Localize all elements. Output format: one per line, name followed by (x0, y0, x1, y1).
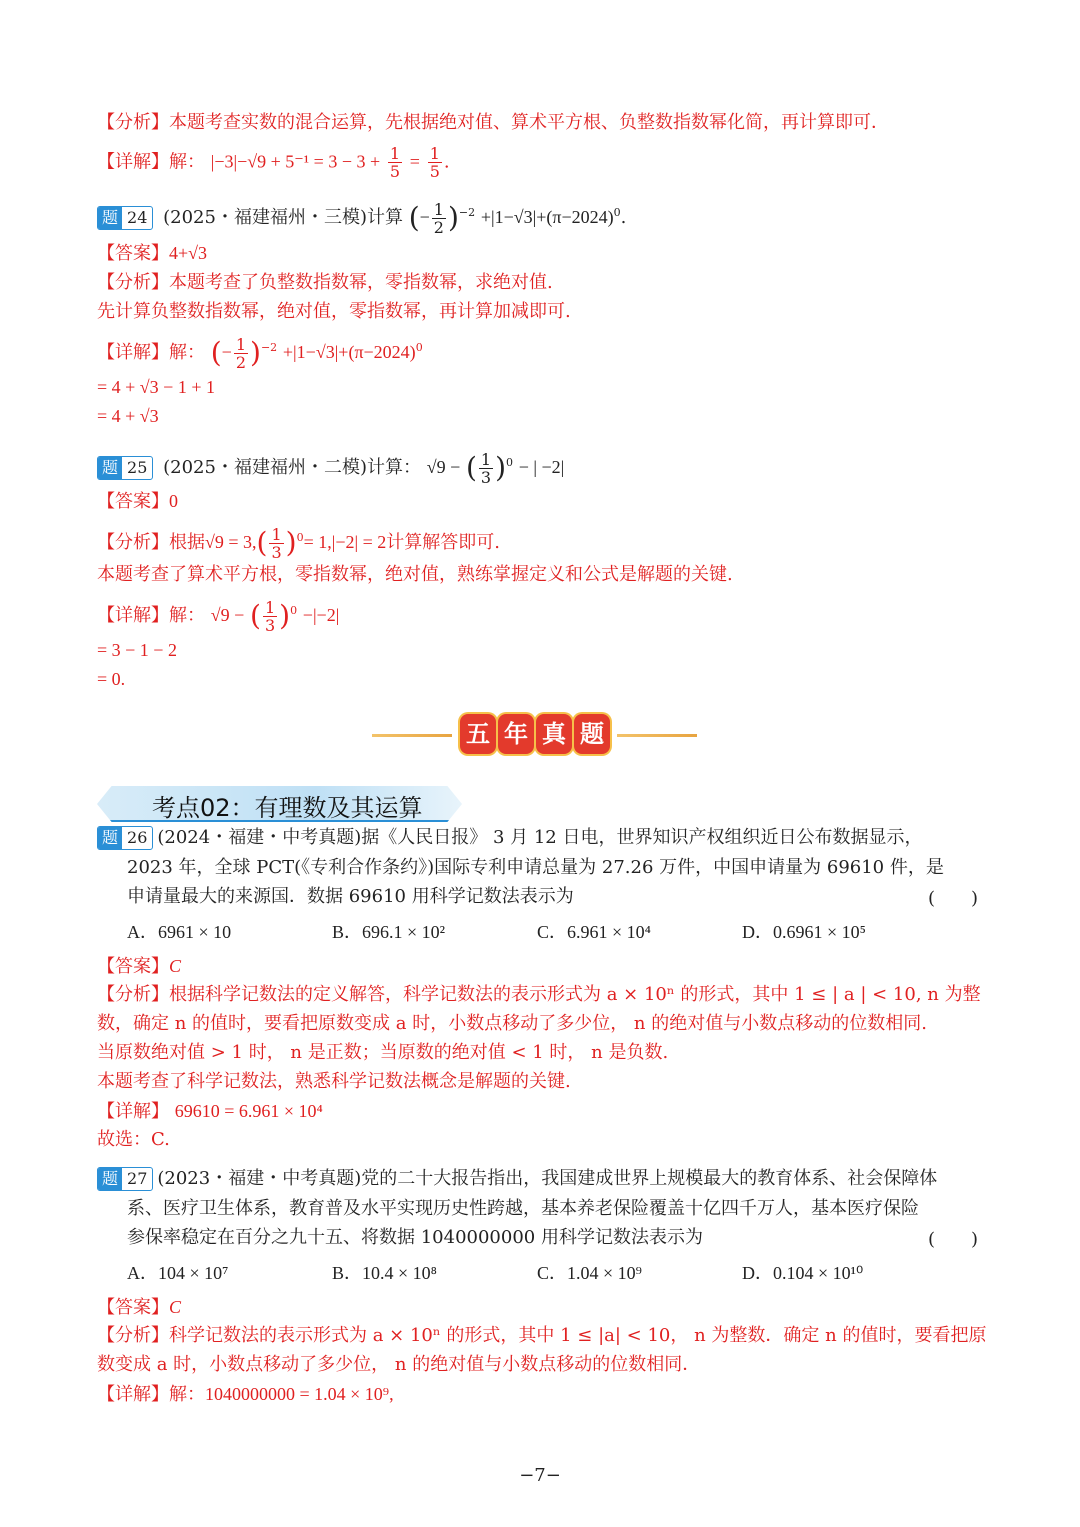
q24-analysis (97, 270, 553, 296)
fraction: $\frac{1}{3}$ (271, 524, 282, 562)
question-27 (97, 1166, 937, 1192)
q25-analysis: 【分析】根据√9 = 3,( $\frac{1}{3}$ )$^0$= 1,|−2| = 2计算解答即可. (97, 524, 500, 562)
q23-analysis (97, 110, 889, 136)
analysis-text: 当原数绝对值 > 1 时， n 是正数；当原数的绝对值 < 1 时， n 是负数. (97, 1042, 669, 1063)
question-badge: 题 27 (97, 1167, 153, 1191)
analysis-tag: 【分析】 (97, 532, 169, 553)
detail-text: 解：1040000000 = 1.04 × 10⁹, (169, 1384, 394, 1404)
analysis-text: 科学记数法的表示形式为 a × 10ⁿ 的形式，其中 1 ≤ |a| < 10， n 为整数．确定 n 的值时，要看把原 (169, 1325, 987, 1346)
q24-step-2: = 4 + √3 (97, 406, 159, 426)
banner-char: 年 (498, 714, 534, 754)
detail-tag: 【详解】 (97, 342, 169, 363)
period: . (443, 151, 450, 173)
answer-value: C (169, 956, 182, 976)
banner-char: 题 (574, 714, 610, 754)
analysis-tag: 【分析】 (97, 112, 169, 133)
banner-char: 真 (536, 714, 572, 754)
question-source: (2025・福建福州・三模)计算 (163, 207, 403, 228)
answer-value: C (169, 1297, 182, 1317)
q27-detail (97, 1381, 394, 1408)
question-text: 系、医疗卫生体系，教育普及水平实现历史性跨越，基本养老保险覆盖十亿四千万人，基本医疗保险 (127, 1198, 919, 1219)
question-badge: 题 24 (97, 206, 153, 230)
analysis-math: = 1,|−2| = 2 (303, 532, 387, 552)
question-badge: 题 25 (97, 456, 153, 480)
analysis-text: 数变成 a 时，小数点移动了多少位， n 的绝对值与小数点移动的位数相同． (97, 1354, 701, 1375)
q25-analysis-2: 本题考查了算术平方根，零指数幂，绝对值，熟练掌握定义和公式是解题的关键. (97, 564, 733, 585)
fraction: $\frac{1}{5}$ (389, 144, 401, 181)
fraction: $\frac{1}{2}$ (235, 334, 247, 372)
section-title: 考点02：有理数及其运算 (152, 794, 423, 822)
expression-tail: − | −2| (518, 457, 565, 477)
detail-tag: 【详解】 (97, 1101, 169, 1122)
question-24: 题 24 (2025・福建福州・三模)计算 (− $\frac{1}{2}$ )$^{-2} +|1-√3|+(\pi-2024)^0$. (97, 200, 626, 236)
answer-value: 0 (169, 491, 178, 511)
analysis-tag: 【分析】 (97, 984, 169, 1005)
analysis-tag: 【分析】 (97, 1325, 169, 1346)
banner-decoration-left (372, 734, 452, 737)
option-c[interactable]: C．6.961 × 10⁴ (537, 922, 651, 942)
fraction: $\frac{1}{2}$ (433, 199, 444, 237)
q24-analysis-2: 先计算负整数指数幂，绝对值，零指数幂，再计算加减即可. (97, 301, 571, 322)
detail-prefix: 解： (169, 605, 205, 626)
answer-blank: ( ) (928, 888, 979, 909)
analysis-text: 数，确定 n 的值时，要看把原数变成 a 时，小数点移动了多少位， n 的绝对值与小数点移动的位数相同. (97, 1013, 927, 1034)
option-a[interactable]: A．6961 × 10 (127, 922, 232, 942)
analysis-text: 计算解答即可. (386, 532, 500, 553)
expression-tail: +|1−√3|+(π−2024) (282, 342, 416, 362)
question-text: (2023・福建・中考真题)党的二十大报告指出，我国建成世界上规模最大的教育体系、社会保障体 (157, 1168, 938, 1189)
options (127, 1260, 927, 1286)
analysis-text: 本题考查了负整数指数幂，零指数幂，求绝对值. (169, 272, 553, 293)
q26-answer (97, 953, 181, 980)
options (127, 919, 927, 945)
expression-tail: +|1−√3|+(π−2024) (480, 207, 614, 227)
equals: = (409, 151, 420, 172)
option-a[interactable]: A．104 × 10⁷ (127, 1263, 229, 1283)
minus: − (419, 207, 430, 227)
analysis-text: 根据科学记数法的定义解答，科学记数法的表示形式为 a × 10ⁿ 的形式，其中 1 ≤ | a | < 10, n 为整 (169, 984, 981, 1005)
exponent: 0 (290, 604, 298, 617)
answer-tag: 【答案】 (97, 491, 169, 512)
expression-head: √9 − (210, 605, 245, 625)
question-text: (2024・福建・中考真题)据《人民日报》 3 月 12 日电，世界知识产权组织近日公布数据显示， (157, 827, 923, 848)
question-26 (97, 825, 922, 851)
detail-tag: 【详解】 (97, 1384, 169, 1405)
exponent: 0 (415, 341, 423, 354)
exponent: 0 (296, 531, 304, 544)
minus: − (221, 342, 232, 362)
fraction: $\frac{1}{3}$ (264, 597, 276, 635)
analysis-text: 本题考查了科学记数法，熟悉科学记数法概念是解题的关键. (97, 1071, 571, 1092)
question-text: 2023 年，全球 PCT(《专利合作条约》)国际专利申请总量为 27.26 万件，中国申请量为 69610 件，是 (127, 857, 944, 878)
detail-prefix: 解： (169, 151, 205, 173)
page-number: −7− (519, 1465, 561, 1486)
detail-prefix: 解： (169, 342, 205, 363)
choice-text: 故选：C. (97, 1129, 170, 1150)
exponent: 0 (506, 456, 514, 469)
q24-detail: 【详解】解： (− $\frac{1}{2}$ )$^{-2} +|1-√3|+(\pi-2024)^0$ (97, 334, 423, 372)
analysis-math: √9 = 3, (205, 532, 257, 552)
q26-detail (97, 1098, 323, 1125)
fraction: $\frac{1}{3}$ (480, 449, 492, 487)
question-25: 题 25 (2025・福建福州・二模)计算： √9 − ( $\frac{1}{3}$ )$^0$ − | −2| (97, 450, 564, 486)
answer-tag: 【答案】 (97, 1297, 169, 1318)
q25-step-1: = 3 − 1 − 2 (97, 640, 177, 660)
q27-analysis (97, 1323, 986, 1349)
detail-tag: 【详解】 (97, 605, 169, 626)
exponent: 0 (613, 206, 621, 219)
expression-tail: −|−2| (302, 605, 340, 625)
option-c[interactable]: C．1.04 × 10⁹ (537, 1263, 642, 1283)
option-d[interactable]: D．0.104 × 10¹⁰ (742, 1263, 864, 1283)
q24-step-1: = 4 + √3 − 1 + 1 (97, 377, 215, 397)
q23-detail (97, 145, 450, 180)
banner-char: 五 (460, 714, 496, 754)
analysis-tag: 【分析】 (97, 272, 169, 293)
detail-tag: 【详解】 (97, 151, 169, 173)
banner-decoration-right (617, 734, 697, 737)
expression-head: √9 − (426, 457, 461, 477)
section-header (97, 782, 467, 822)
answer-tag: 【答案】 (97, 956, 169, 977)
q27-answer (97, 1294, 181, 1321)
analysis-text: 根据 (169, 532, 205, 553)
detail-expression: |−3|−√9 + 5⁻¹ = 3 − 3 + (210, 151, 381, 172)
q24-answer (97, 240, 207, 267)
five-year-exam-banner (372, 710, 697, 760)
option-d[interactable]: D．0.6961 × 10⁵ (742, 922, 866, 942)
question-text: 参保率稳定在百分之九十五、将数据 1040000000 用科学记数法表示为 (127, 1227, 703, 1248)
q25-step-2: = 0. (97, 669, 126, 689)
q26-analysis (97, 982, 981, 1008)
q25-answer (97, 488, 178, 515)
answer-tag: 【答案】 (97, 243, 169, 264)
exponent: −2 (458, 206, 476, 219)
answer-value: 4+√3 (169, 243, 208, 263)
option-b[interactable]: B．696.1 × 10² (332, 922, 446, 942)
analysis-text: 本题考查实数的混合运算，先根据绝对值、算术平方根、负整数指数幂化简，再计算即可． (169, 112, 889, 133)
detail-text: 69610 = 6.961 × 10⁴ (174, 1101, 323, 1121)
answer-blank: ( ) (928, 1229, 979, 1250)
fraction: $\frac{1}{5}$ (429, 144, 440, 181)
q25-detail: 【详解】解： √9 − ( $\frac{1}{3}$ )$^0$ −|−2| (97, 597, 340, 635)
question-text: 申请量最大的来源国．数据 69610 用科学记数法表示为 (127, 886, 574, 907)
question-source: (2025・福建福州・二模)计算： (163, 457, 421, 478)
exponent: −2 (260, 341, 278, 354)
option-b[interactable]: B．10.4 × 10⁸ (332, 1263, 437, 1283)
question-badge: 题 26 (97, 826, 153, 850)
